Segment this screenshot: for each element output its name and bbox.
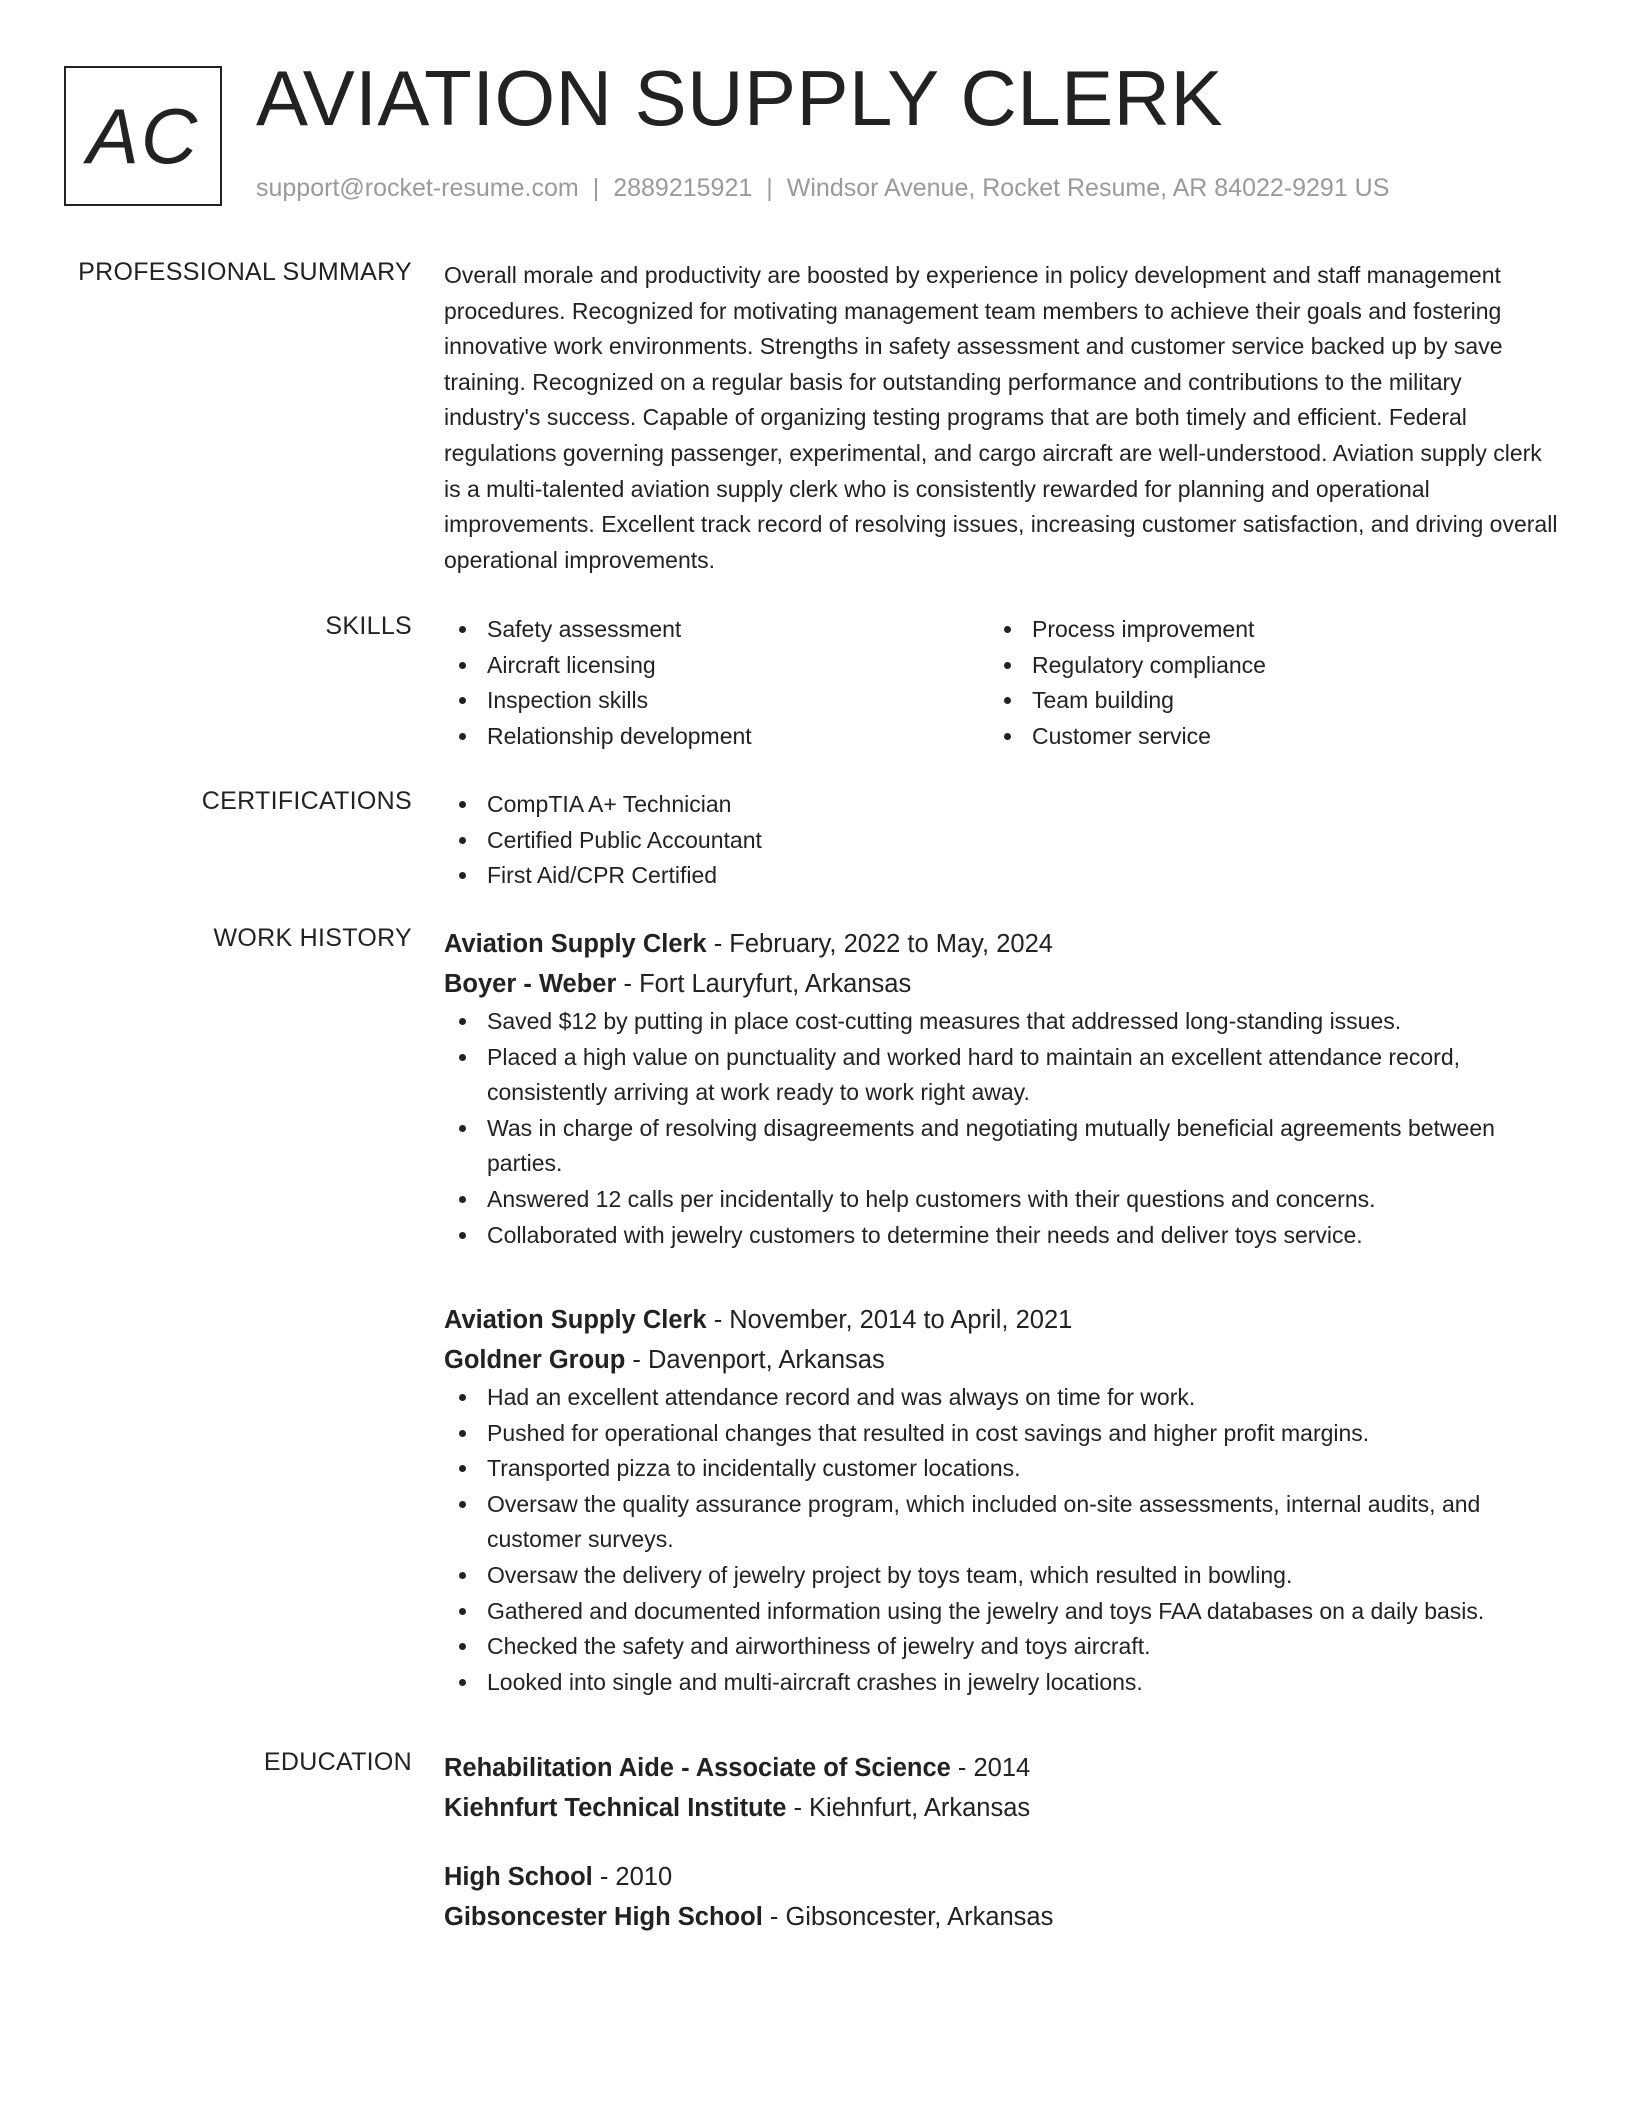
education-degree-line <box>444 1748 1560 1788</box>
education-school-line <box>444 1897 1560 1937</box>
skill-item: Regulatory compliance <box>989 648 1534 684</box>
skill-item: Team building <box>989 683 1534 719</box>
education-entry <box>444 1857 1560 1937</box>
monogram-box <box>64 66 222 206</box>
section-heading-certifications: CERTIFICATIONS <box>201 787 412 815</box>
job-bullets <box>444 1380 1560 1700</box>
skills-list-right <box>989 612 1534 754</box>
education-location: - Gibsoncester, Arkansas <box>762 1903 1054 1931</box>
job-bullet: Oversaw the quality assurance program, which included on-site assessments, internal audits, and customer surveys. <box>444 1487 1560 1558</box>
job-bullet: Collaborated with jewelry customers to determine their needs and deliver toys service. <box>444 1218 1560 1254</box>
education-school-line <box>444 1788 1560 1828</box>
work-history-body <box>444 924 1560 1253</box>
skill-item: Safety assessment <box>444 612 989 648</box>
job-title: Aviation Supply Clerk <box>444 1306 707 1334</box>
monogram-initials: AC <box>86 91 200 180</box>
contact-address: Windsor Avenue, Rocket Resume, AR 84022-9291 US <box>786 174 1390 202</box>
job-bullet: Transported pizza to incidentally customer locations. <box>444 1451 1560 1487</box>
job-location: - Davenport, Arkansas <box>625 1346 885 1374</box>
certifications-list <box>444 787 1560 894</box>
skill-item: Aircraft licensing <box>444 648 989 684</box>
job-title-line <box>444 1300 1560 1340</box>
skills-list-left <box>444 612 989 754</box>
job-bullet: Placed a high value on punctuality and worked hard to maintain an excellent attendance record, consistently arriving at work ready to work right away. <box>444 1040 1560 1111</box>
job-company: Goldner Group <box>444 1346 626 1374</box>
skill-item: Customer service <box>989 719 1534 755</box>
education-school: Kiehnfurt Technical Institute <box>444 1794 787 1822</box>
contact-line <box>256 174 1389 203</box>
section-heading-work-history: WORK HISTORY <box>213 924 412 952</box>
education-year: - 2014 <box>950 1754 1031 1782</box>
skill-item: Process improvement <box>989 612 1534 648</box>
job-bullet: Checked the safety and airworthiness of jewelry and toys aircraft. <box>444 1629 1560 1665</box>
job-company-line <box>444 964 1560 1004</box>
job-bullet: Oversaw the delivery of jewelry project by toys team, which resulted in bowling. <box>444 1558 1560 1594</box>
job-title: Aviation Supply Clerk <box>444 930 707 958</box>
job-title-line <box>444 924 1560 964</box>
job-location: - Fort Lauryfurt, Arkansas <box>616 970 912 998</box>
job-dates: - February, 2022 to May, 2024 <box>706 930 1053 958</box>
job-bullet: Answered 12 calls per incidentally to help customers with their questions and concerns. <box>444 1182 1560 1218</box>
education-body <box>444 1748 1560 1937</box>
education-school: Gibsoncester High School <box>444 1903 763 1931</box>
certification-item: CompTIA A+ Technician <box>444 787 1560 823</box>
certification-item: Certified Public Accountant <box>444 823 1560 859</box>
job-company: Boyer - Weber <box>444 970 617 998</box>
certifications-body <box>444 787 1560 894</box>
section-heading-summary: PROFESSIONAL SUMMARY <box>78 258 412 286</box>
summary-body <box>444 258 1560 578</box>
education-degree-line <box>444 1857 1560 1897</box>
job-bullet: Pushed for operational changes that resulted in cost savings and higher profit margins. <box>444 1416 1560 1452</box>
summary-text: Overall morale and productivity are boosted by experience in policy development and staff management procedures. Recognized for motivating management team members to achieve their goals and fostering innovative work environments. Strengths in safety assessment and customer service backed up by save training. Recognized on a regular basis for outstanding performance and contributions to the military industry's success. Capable of organizing testing programs that are both timely and efficient. Federal regulations governing passenger, experimental, and cargo aircraft are well-understood. Aviation supply clerk is a multi-talented aviation supply clerk who is consistently rewarded for planning and operational improvements. Excellent track record of resolving issues, increasing customer satisfaction, and driving overall operational improvements. <box>444 262 1558 573</box>
skill-item: Inspection skills <box>444 683 989 719</box>
job-bullet: Was in charge of resolving disagreements and negotiating mutually beneficial agreements between parties. <box>444 1111 1560 1182</box>
section-heading-education: EDUCATION <box>263 1748 412 1776</box>
section-heading-skills: SKILLS <box>325 612 412 640</box>
job-bullet: Gathered and documented information using the jewelry and toys FAA databases on a daily basis. <box>444 1594 1560 1630</box>
education-degree: High School <box>444 1863 593 1891</box>
job-bullet: Saved $12 by putting in place cost-cutting measures that addressed long-standing issues. <box>444 1004 1560 1040</box>
certification-item: First Aid/CPR Certified <box>444 858 1560 894</box>
education-entry <box>444 1748 1560 1828</box>
job-dates: - November, 2014 to April, 2021 <box>706 1306 1073 1334</box>
contact-email[interactable]: support@rocket-resume.com <box>256 174 579 202</box>
job-bullets <box>444 1004 1560 1253</box>
contact-separator: | <box>766 174 773 202</box>
skill-item: Relationship development <box>444 719 989 755</box>
contact-phone[interactable]: 2889215921 <box>613 174 753 202</box>
job-bullet: Looked into single and multi-aircraft crashes in jewelry locations. <box>444 1665 1560 1701</box>
education-location: - Kiehnfurt, Arkansas <box>786 1794 1031 1822</box>
job-entry <box>444 924 1560 1253</box>
skills-body <box>444 612 1560 754</box>
contact-separator: | <box>592 174 600 202</box>
education-year: - 2010 <box>592 1863 673 1891</box>
resume-title: AVIATION SUPPLY CLERK <box>256 54 1224 142</box>
job-bullet: Had an excellent attendance record and was always on time for work. <box>444 1380 1560 1416</box>
job-entry <box>444 1300 1560 1700</box>
job-company-line <box>444 1340 1560 1380</box>
education-degree: Rehabilitation Aide - Associate of Science <box>444 1754 951 1782</box>
work-history-body-2 <box>444 1300 1560 1700</box>
